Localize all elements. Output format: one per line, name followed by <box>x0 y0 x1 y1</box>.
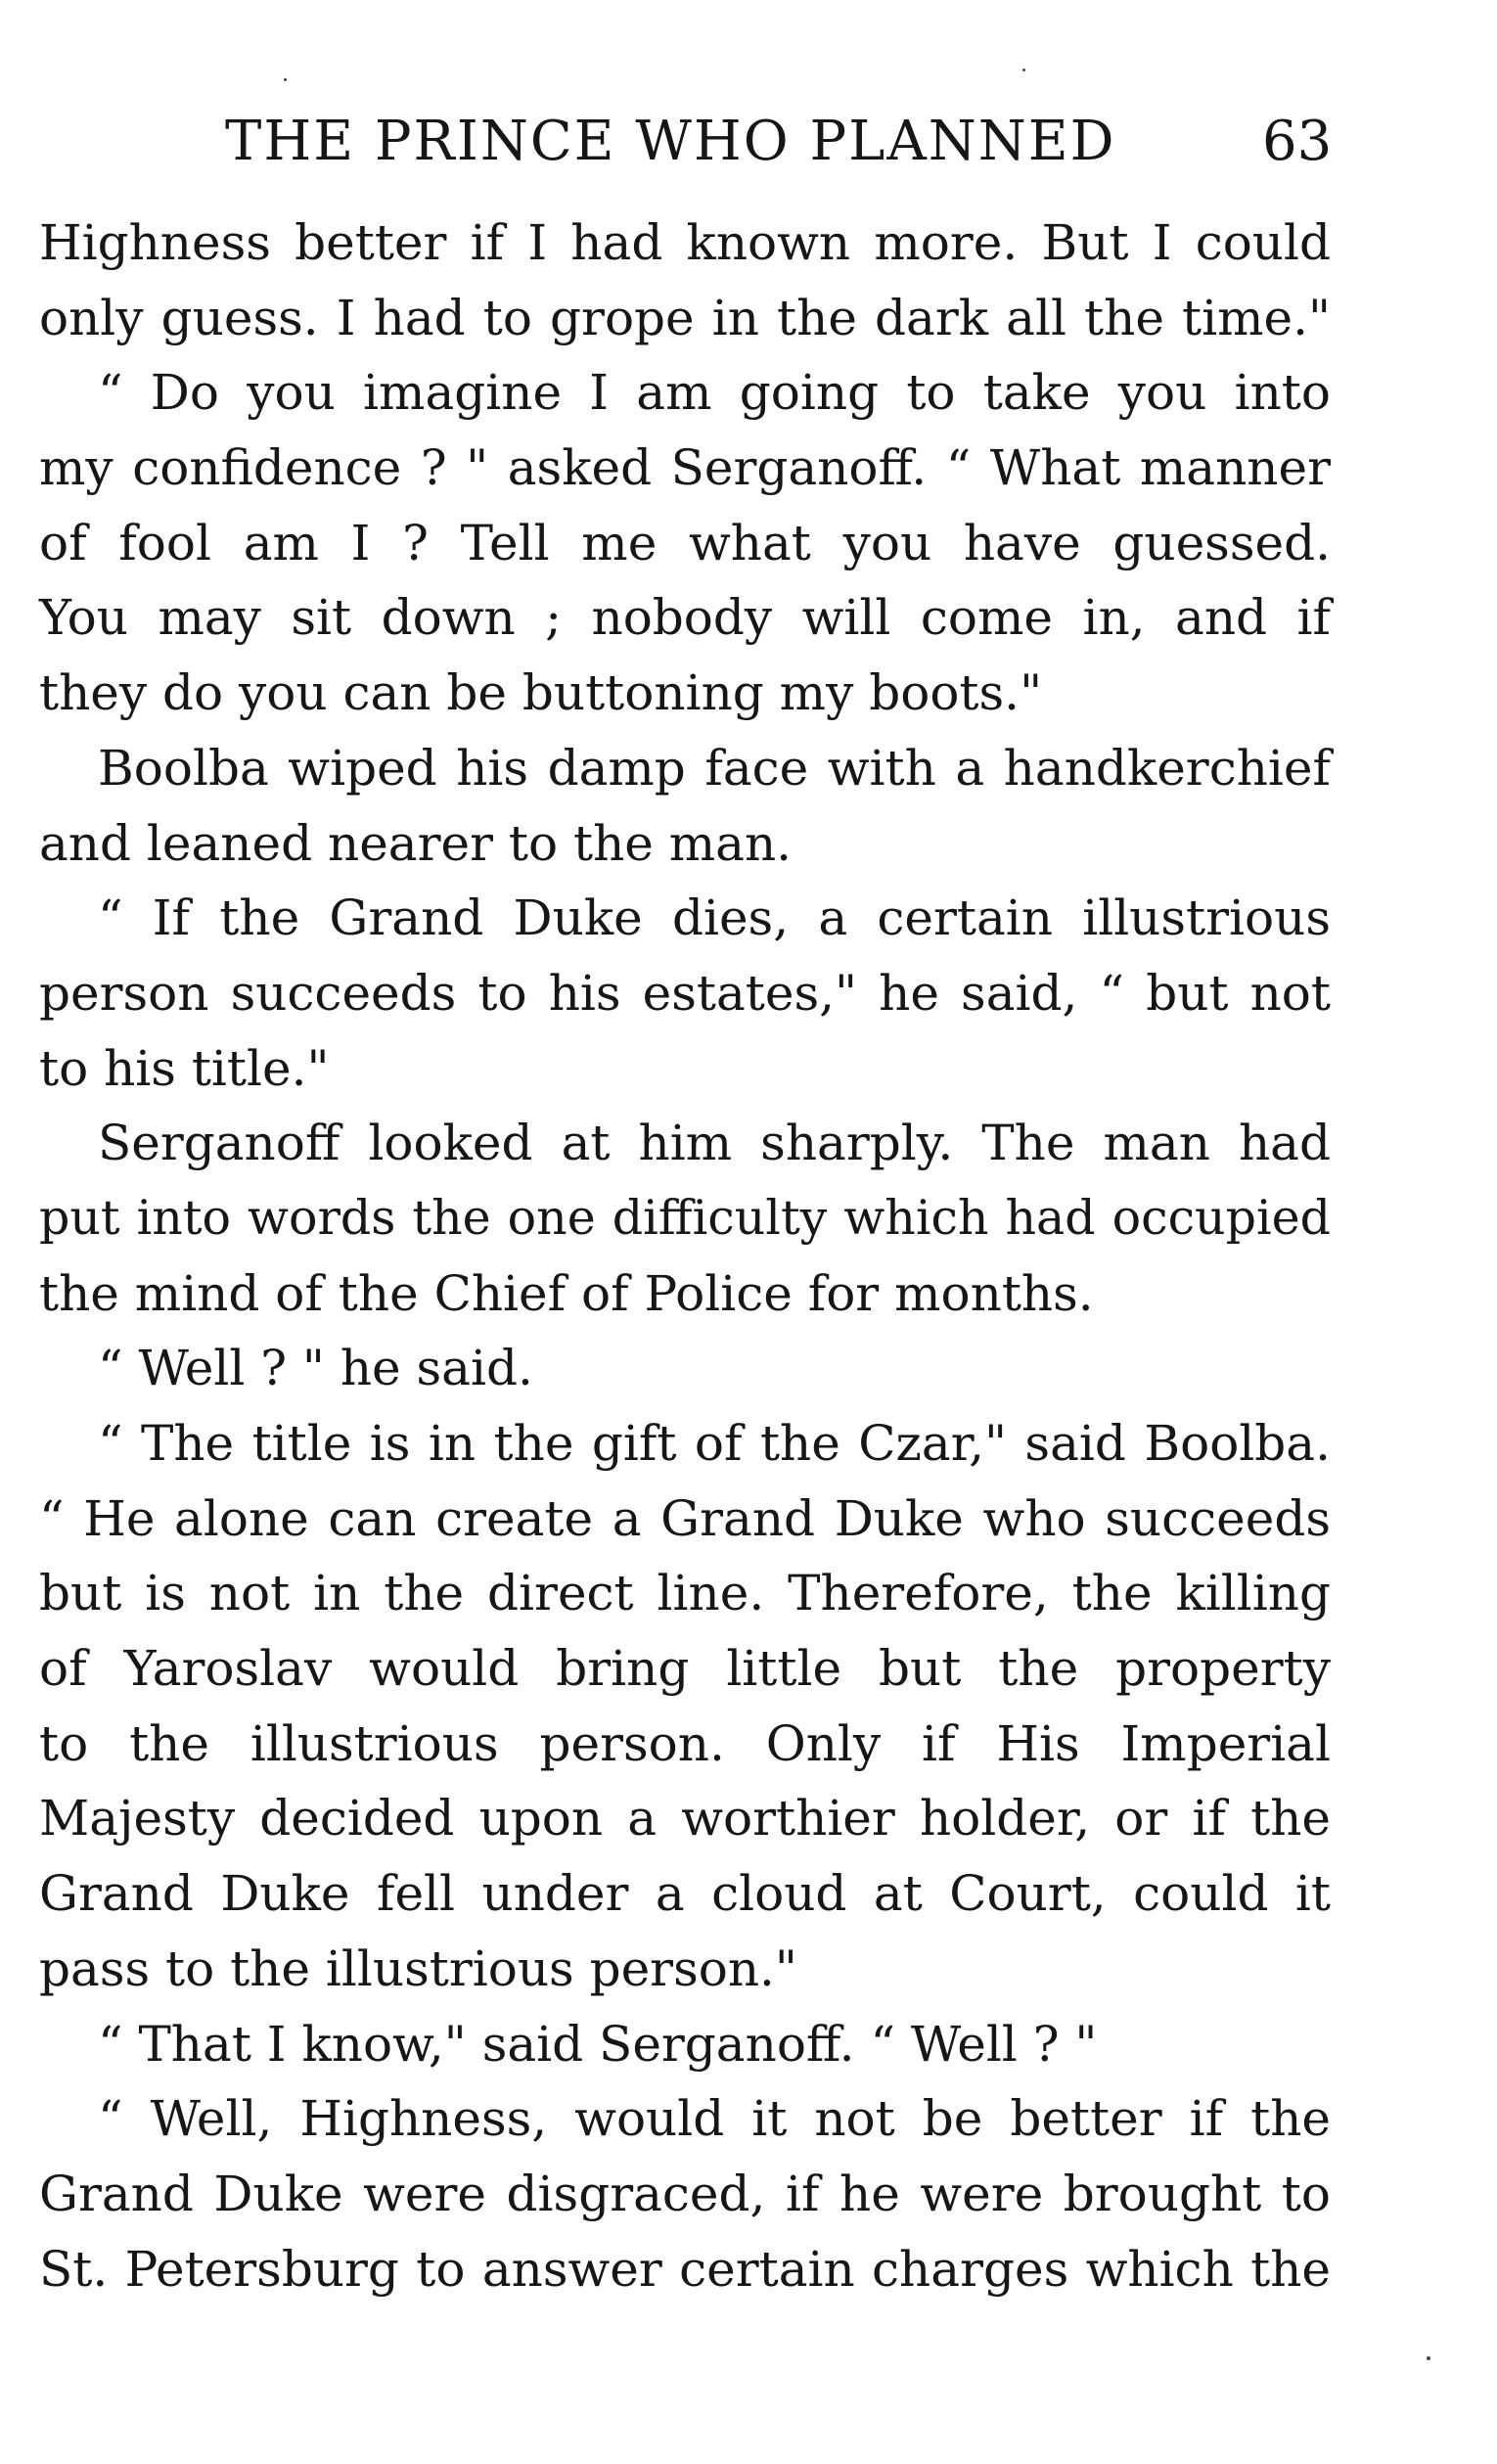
text-line: “ That I know," said Serganoff. “ Well ? " <box>98 2015 1098 2073</box>
text-line: “ If the Grand Duke dies, a certain illustrious <box>98 890 1331 947</box>
text-line: put into words the one difficulty which had occupied <box>39 1189 1331 1246</box>
scan-speck <box>1427 2356 1430 2360</box>
text-line: but is not in the direct line. Therefore, the killing <box>39 1565 1331 1622</box>
text-line: Grand Duke were disgraced, if he were brought to <box>39 2165 1331 2222</box>
text-line: to the illustrious person. Only if His Imperial <box>39 1714 1331 1772</box>
text-line: Majesty decided upon a worthier holder, or if the <box>39 1790 1331 1848</box>
text-line: of fool am I ? Tell me what you have guessed. <box>39 514 1331 571</box>
page-number: 63 <box>1262 110 1333 173</box>
running-head <box>0 108 1497 176</box>
text-line: only guess. I had to grope in the dark all the time." <box>39 289 1331 346</box>
text-line: of Yaroslav would bring little but the property <box>39 1640 1331 1698</box>
running-title: THE PRINCE WHO PLANNED <box>225 110 1116 173</box>
text-line: Serganoff looked at him sharply. The man had <box>98 1115 1331 1172</box>
text-line: “ The title is in the gift of the Czar," said Boolba. <box>98 1415 1331 1472</box>
body-text <box>39 205 1331 2306</box>
text-line: You may sit down ; nobody will come in, and if <box>39 589 1331 647</box>
text-line: St. Petersburg to answer certain charges which the <box>39 2240 1331 2298</box>
text-line: my confidence ? " asked Serganoff. “ What manner <box>39 439 1331 497</box>
text-line: they do you can be buttoning my boots." <box>39 664 1043 722</box>
text-line: “ Well ? " he said. <box>98 1340 533 1397</box>
text-line: Highness better if I had known more. But I could <box>39 214 1331 271</box>
scan-speck <box>284 78 287 81</box>
text-line: “ Do you imagine I am going to take you into <box>98 364 1331 422</box>
text-line: and leaned nearer to the man. <box>39 814 793 872</box>
text-line: Grand Duke fell under a cloud at Court, could it <box>39 1865 1331 1923</box>
scan-speck <box>1022 68 1025 71</box>
text-line: the mind of the Chief of Police for months. <box>39 1264 1094 1322</box>
text-line: person succeeds to his estates," he said, “ but not <box>39 964 1331 1022</box>
text-line: pass to the illustrious person." <box>39 1939 797 1997</box>
text-line: “ Well, Highness, would it not be better if the <box>98 2090 1331 2148</box>
text-line: to his title." <box>39 1039 330 1097</box>
text-line: “ He alone can create a Grand Duke who succeeds <box>39 1489 1331 1547</box>
text-line: Boolba wiped his damp face with a handkerchief <box>98 739 1331 797</box>
